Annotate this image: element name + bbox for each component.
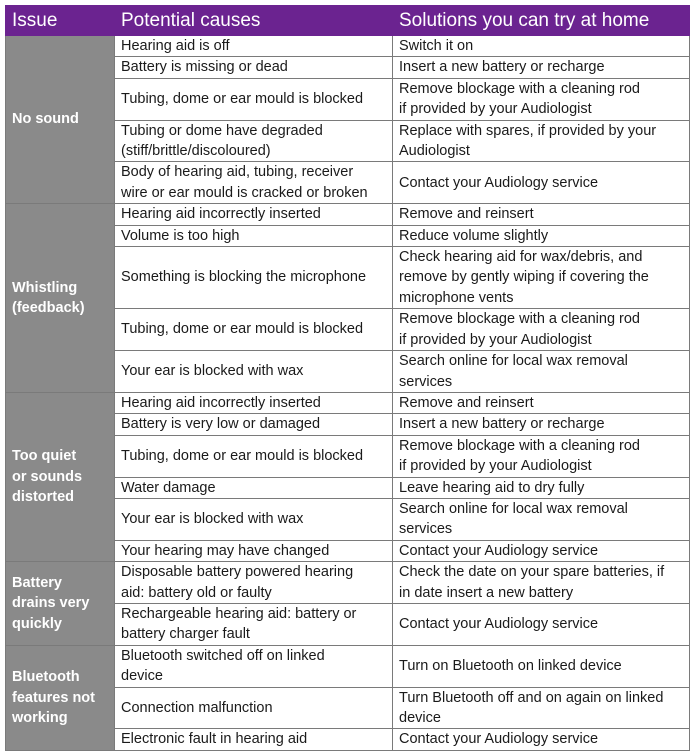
cause-cell: Rechargeable hearing aid: battery or battery charger fault <box>115 603 393 645</box>
header-solutions: Solutions you can try at home <box>393 6 690 36</box>
solution-cell: Insert a new battery or recharge <box>393 414 690 435</box>
issue-cell: Bluetooth features not working <box>6 645 115 750</box>
cause-cell: Bluetooth switched off on linked device <box>115 645 393 687</box>
cause-cell: Your ear is blocked with wax <box>115 498 393 540</box>
issue-cell: Battery drains very quickly <box>6 562 115 646</box>
cause-cell: Tubing, dome or ear mould is blocked <box>115 309 393 351</box>
troubleshooting-table <box>5 5 690 751</box>
issue-cell: No sound <box>6 36 115 204</box>
cause-cell: Hearing aid is off <box>115 36 393 57</box>
solution-cell: Contact your Audiology service <box>393 603 690 645</box>
solution-cell: Switch it on <box>393 36 690 57</box>
cause-cell: Connection malfunction <box>115 687 393 729</box>
cause-cell: Your hearing may have changed <box>115 540 393 561</box>
cause-cell: Tubing or dome have degraded (stiff/brittle/discoloured) <box>115 120 393 162</box>
solution-cell: Remove blockage with a cleaning rod if provided by your Audiologist <box>393 309 690 351</box>
solution-cell: Replace with spares, if provided by your Audiologist <box>393 120 690 162</box>
header-row <box>6 6 690 36</box>
table-header <box>6 6 690 36</box>
solution-cell: Search online for local wax removal services <box>393 351 690 393</box>
cause-cell: Hearing aid incorrectly inserted <box>115 392 393 413</box>
solution-cell: Leave hearing aid to dry fully <box>393 477 690 498</box>
cause-cell: Hearing aid incorrectly inserted <box>115 204 393 225</box>
issue-cell: Whistling (feedback) <box>6 204 115 393</box>
solution-cell: Remove blockage with a cleaning rod if provided by your Audiologist <box>393 78 690 120</box>
cause-cell: Your ear is blocked with wax <box>115 351 393 393</box>
table-row <box>6 36 690 57</box>
solution-cell: Turn on Bluetooth on linked device <box>393 645 690 687</box>
cause-cell: Tubing, dome or ear mould is blocked <box>115 435 393 477</box>
solution-cell: Reduce volume slightly <box>393 225 690 246</box>
table-row <box>6 392 690 413</box>
solution-cell: Turn Bluetooth off and on again on linked device <box>393 687 690 729</box>
cause-cell: Volume is too high <box>115 225 393 246</box>
solution-cell: Remove blockage with a cleaning rod if provided by your Audiologist <box>393 435 690 477</box>
header-issue: Issue <box>6 6 115 36</box>
table-row <box>6 204 690 225</box>
solution-cell: Contact your Audiology service <box>393 162 690 204</box>
solution-cell: Contact your Audiology service <box>393 540 690 561</box>
cause-cell: Battery is very low or damaged <box>115 414 393 435</box>
solution-cell: Search online for local wax removal services <box>393 498 690 540</box>
solution-cell: Insert a new battery or recharge <box>393 57 690 78</box>
cause-cell: Body of hearing aid, tubing, receiver wire or ear mould is cracked or broken <box>115 162 393 204</box>
issue-cell: Too quiet or sounds distorted <box>6 392 115 561</box>
cause-cell: Tubing, dome or ear mould is blocked <box>115 78 393 120</box>
header-potential-causes: Potential causes <box>115 6 393 36</box>
table-row <box>6 562 690 604</box>
solution-cell: Check the date on your spare batteries, if in date insert a new battery <box>393 562 690 604</box>
troubleshooting-table-container <box>5 5 689 751</box>
cause-cell: Something is blocking the microphone <box>115 247 393 309</box>
cause-cell: Electronic fault in hearing aid <box>115 729 393 750</box>
cause-cell: Water damage <box>115 477 393 498</box>
solution-cell: Remove and reinsert <box>393 204 690 225</box>
cause-cell: Disposable battery powered hearing aid: battery old or faulty <box>115 562 393 604</box>
solution-cell: Contact your Audiology service <box>393 729 690 750</box>
cause-cell: Battery is missing or dead <box>115 57 393 78</box>
table-body <box>6 36 690 751</box>
solution-cell: Remove and reinsert <box>393 392 690 413</box>
solution-cell: Check hearing aid for wax/debris, and remove by gently wiping if covering the microphone vents <box>393 247 690 309</box>
table-row <box>6 645 690 687</box>
